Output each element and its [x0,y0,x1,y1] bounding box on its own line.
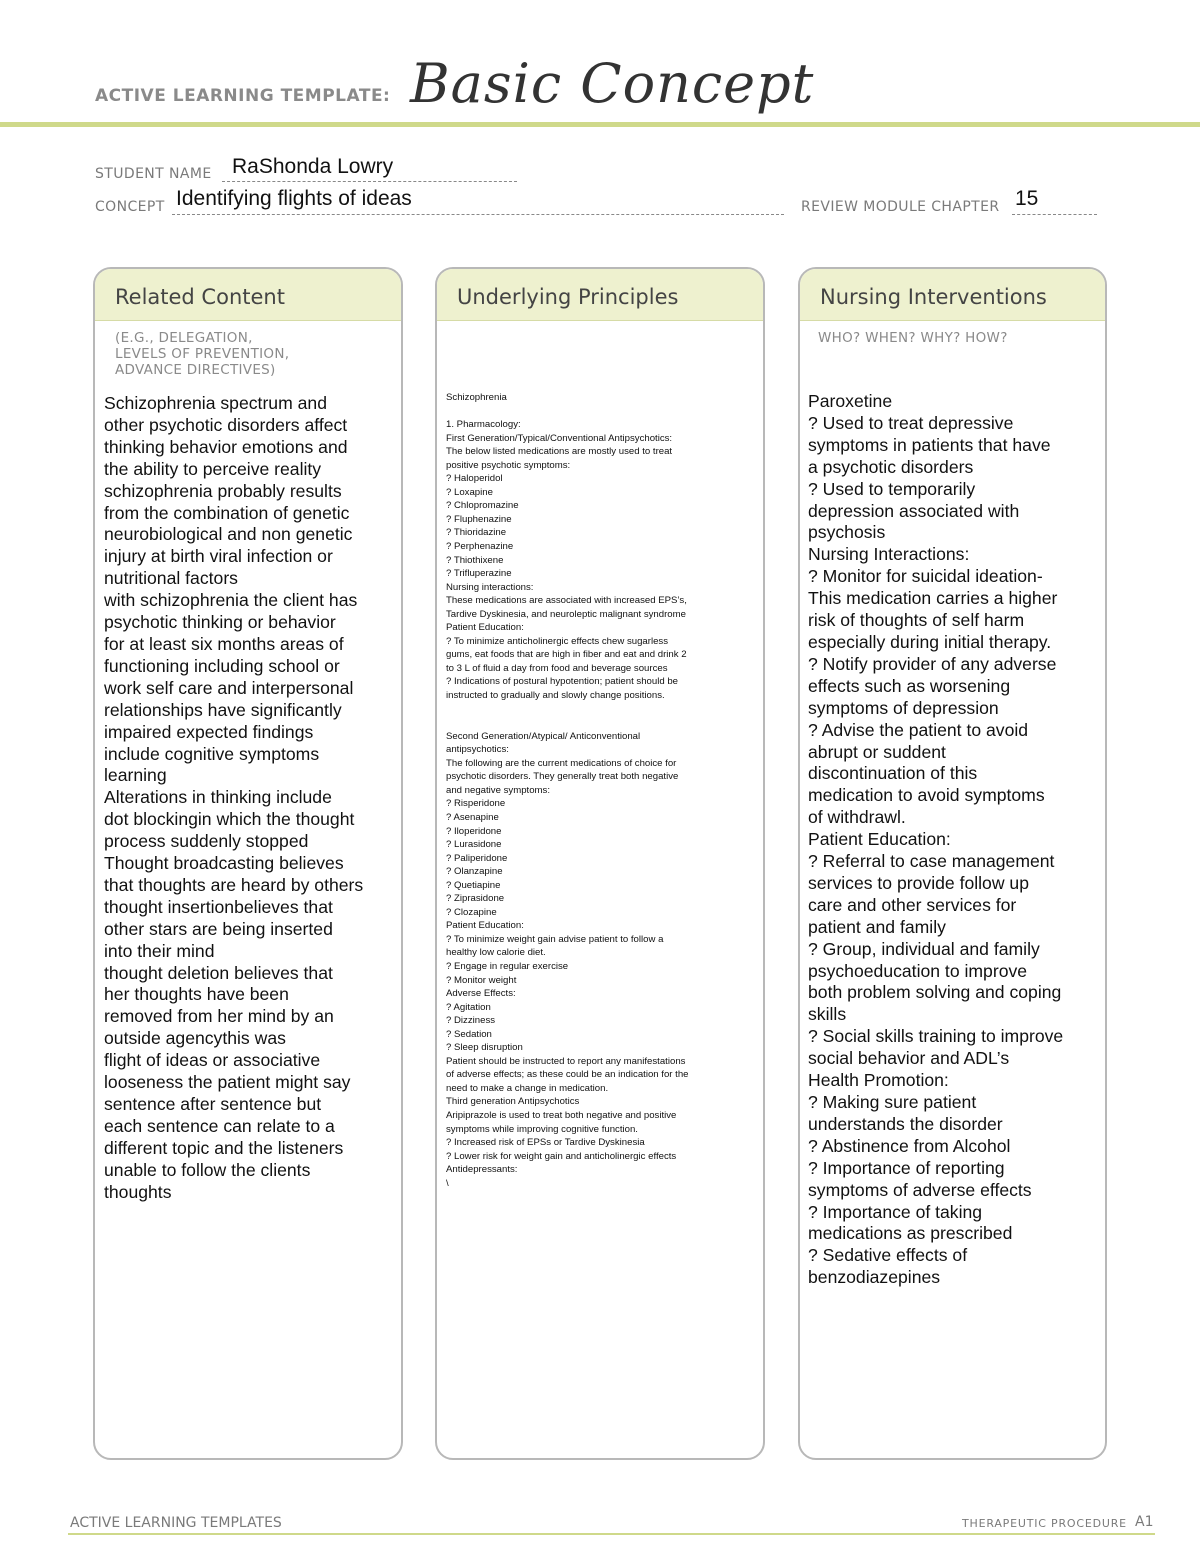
underlying-principles-title: Underlying Principles [457,285,679,309]
footer-right-label: THERAPEUTIC PROCEDURE [962,1517,1127,1530]
chapter-label: REVIEW MODULE CHAPTER [801,199,1000,215]
student-name-value[interactable]: RaShonda Lowry [232,155,394,178]
nursing-interventions-title: Nursing Interventions [820,285,1047,309]
footer-page-number: A1 [1135,1514,1154,1530]
related-content-title: Related Content [115,285,285,309]
concept-label: CONCEPT [95,199,165,215]
related-content-body[interactable]: Schizophrenia spectrum and other psychotic disorders affect thinking behavior emotions and the ability to perceive reality schizophrenia probably results from the combination of genetic neurobiological and non genetic injury at birth viral infection or nutritional factors with schizophrenia the client has psychotic thinking or behavior for at least six months areas of functioning including school or work self care and interpersonal relationships have significantly impaired expected findings include cognitive symptoms learning Alterations in thinking include dot blockingin which the thought process suddenly stopped Thought broadcasting believes that thoughts are heard by others thought insertionbelieves that other stars are being inserted into their mind thought deletion believes that her thoughts have been removed from her mind by an outside agencythis was flight of ideas or associative looseness the patient might say sentence after sentence but each sentence can relate to a different topic and the listeners unable to follow the clients thoughts [104,393,364,1202]
nursing-interventions-body[interactable]: Paroxetine ? Used to treat depressive symptoms in patients that have a psychotic disorders ? Used to temporarily depression associated with psychosis Nursing Interactions: ? Monitor for suicidal ideation- This medication carries a higher risk of thoughts of self harm especially during initial therapy. ? Notify provider of any adverse effects such as worsening symptoms of depression ? Advise the patient to avoid abrupt or suddent discontinuation of this medication to avoid symptoms of withdrawl. Patient Education: ? Referral to case management services to provide follow up care and other services for patient and family ? Group, individual and family psychoeducation to improve both problem solving and coping skills ? Social skills training to improve social behavior and ADL’s Health Promotion: ? Making sure patient understands the disorder ? Abstinence from Alcohol ? Importance of reporting symptoms of adverse effects ? Importance of taking medications as prescribed ? Sedative effects of benzodiazepines [808,391,1064,1288]
underlying-principles-header [437,269,763,321]
footer-divider [68,1533,1155,1535]
chapter-value[interactable]: 15 [1015,187,1039,210]
header-divider [0,122,1200,127]
template-label: ACTIVE LEARNING TEMPLATE: [95,86,391,106]
related-content-panel [93,267,403,1460]
nursing-interventions-panel [798,267,1107,1460]
underlying-principles-body[interactable]: Schizophrenia 1. Pharmacology: First Generation/Typical/Conventional Antipsychotics: The below listed medications are mostly used to treat positive psychotic symptoms: ? Haloperidol ? Loxapine ? Chlopromazine ? Fluphenazine ? Thioridazine ? Perphenazine ? Thiothixene ? Trifluperazine Nursing interactions: These medications are associated with increased EPS’s, Tardive Dyskinesia, and neuroleptic malignant syndrome Patient Education: ? To minimize anticholinergic effects chew sugarless gums, eat foods that are high in fiber and eat and drink 2 to 3 L of fluid a day from food and beverage sources ? Indications of postural hypotention; patient should be instructed to gradually and slowly change positions. Second Generation/Atypical/ Anticonventional antipsychotics: The following are the current medications of choice for psychotic disorders. They generally treat both negative and negative symptoms: ? Risperidone ? Asenapine ? Iloperidone ? Lurasidone ? Paliperidone ? Olanzapine ? Quetiapine ? Ziprasidone ? Clozapine Patient Education: ? To minimize weight gain advise patient to follow a healthy low calorie diet. ? Engage in regular exercise ? Monitor weight Adverse Effects: ? Agitation ? Dizziness ? Sedation ? Sleep disruption Patient should be instructed to report any manifestations of adverse effects; as these could be an indication for the need to make a change in medication. Third generation Antipsychotics Aripiprazole is used to treat both negative and positive symptoms while improving cognitive function. ? Increased risk of EPSs or Tardive Dyskinesia ? Lower risk for weight gain and anticholinergic effects Antidepressants: \ [446,392,689,1189]
related-content-subtitle: (E.G., DELEGATION, LEVELS OF PREVENTION, ADVANCE DIRECTIVES) [115,330,290,378]
chapter-line [1012,213,1097,215]
page-title: Basic Concept [410,52,815,115]
concept-line [172,213,784,215]
student-name-label: STUDENT NAME [95,166,212,182]
nursing-interventions-subtitle: WHO? WHEN? WHY? HOW? [818,330,1008,346]
underlying-principles-panel [435,267,765,1460]
footer-left-label: ACTIVE LEARNING TEMPLATES [70,1515,282,1531]
related-content-header [95,269,401,321]
student-name-line [222,180,517,182]
nursing-interventions-header [800,269,1105,321]
concept-value[interactable]: Identifying flights of ideas [176,187,412,210]
